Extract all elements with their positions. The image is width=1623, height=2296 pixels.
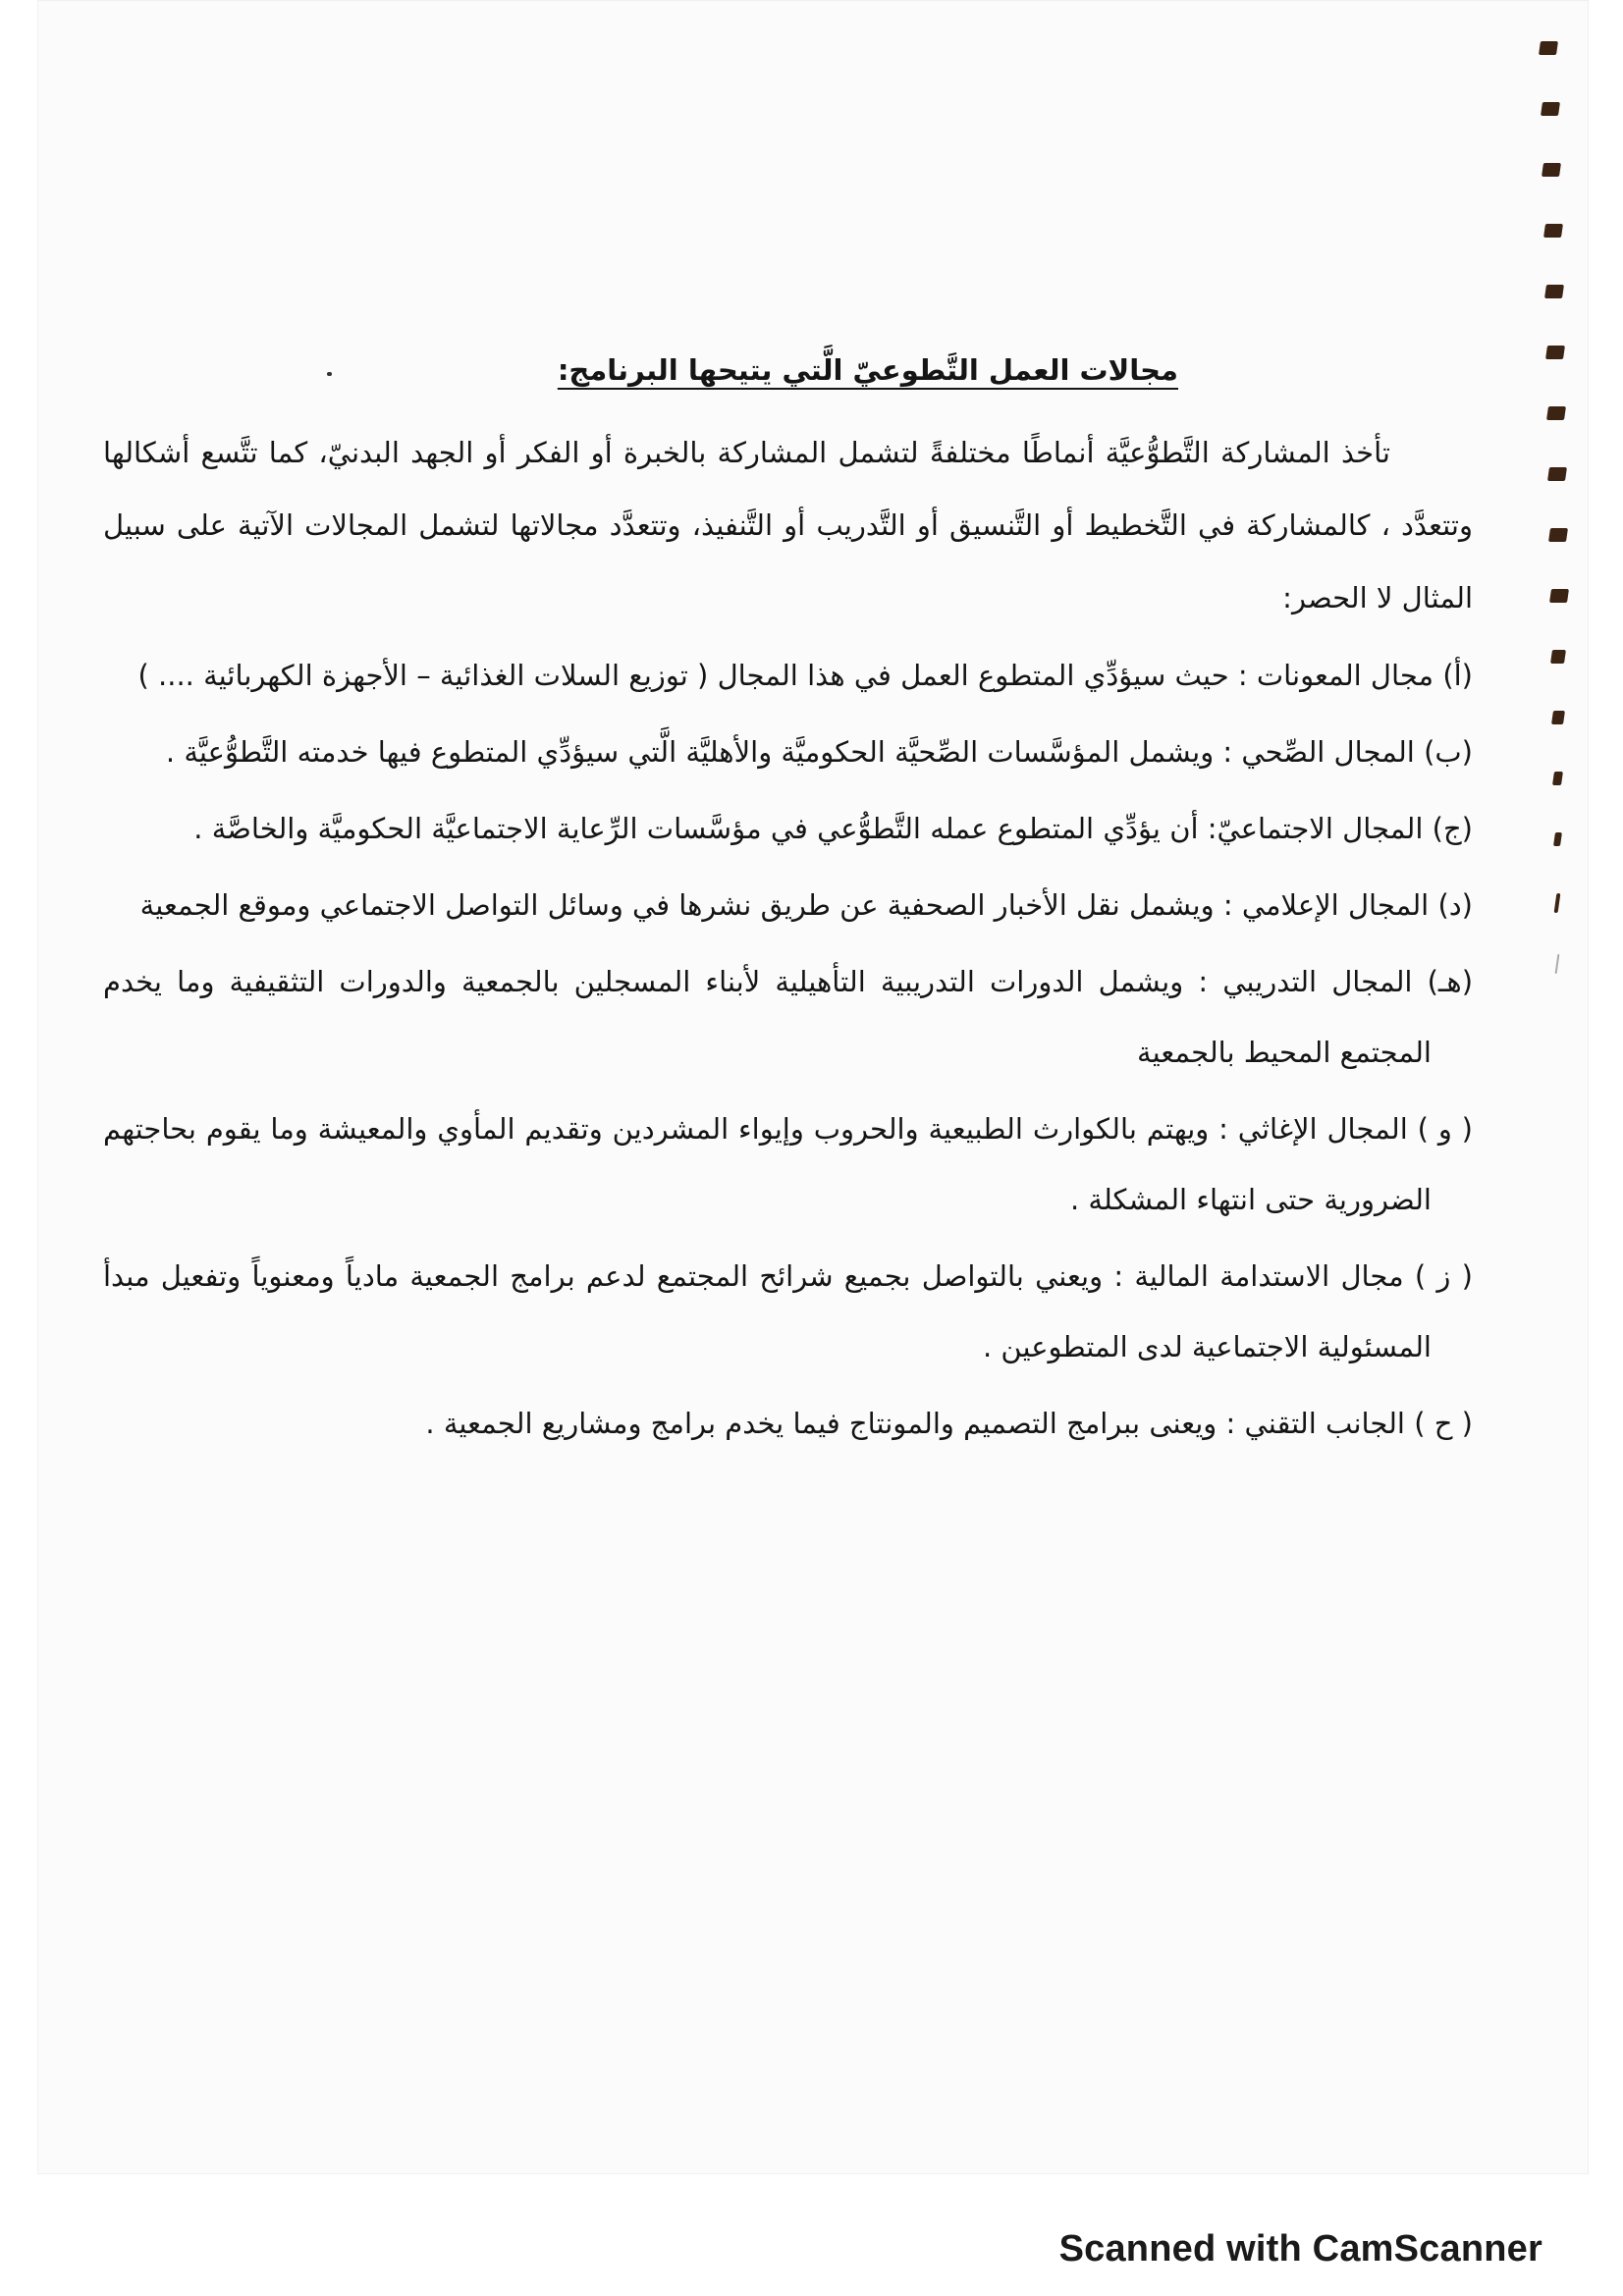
binding-hole xyxy=(1548,528,1568,542)
binding-hole xyxy=(1553,832,1562,846)
intro-paragraph: تأخذ المشاركة التَّطوُّعيَّة أنماطًا مختلفةً لتشمل المشاركة بالخبرة أو الفكر أو الجهد البدنيّ، كما تتَّسع أشكالها وتتعدَّد ، كالمشاركة في التَّخطيط أو التَّنسيق أو التَّدريب أو التَّنفيذ، وتتعدَّد مجالاتها لتشمل المجالات الآتية على سبيل المثال لا الحصر: xyxy=(103,436,1473,614)
item-text: المجال التدريبي : ويشمل الدورات التدريبية التأهيلية لأبناء المسجلين بالجمعية والدورات التثقيفية وما يخدم المجتمع المحيط بالجمعية xyxy=(103,965,1432,1069)
binding-holes xyxy=(1540,29,1589,1011)
binding-hole xyxy=(1547,467,1567,481)
page-title: مجالات العمل التَّطوعيّ الَّتي يتيحها البرنامج: xyxy=(557,353,1178,387)
binding-hole xyxy=(1539,41,1558,55)
list-item xyxy=(103,717,1473,787)
list-item xyxy=(103,793,1473,864)
item-text: المجال الإغاثي : ويهتم بالكوارث الطبيعية والحروب وإيواء المشردين وتقديم المأوي والمعيشة وما يقوم بحاجتهم الضرورية حتى انتهاء المشكلة . xyxy=(103,1112,1432,1216)
binding-hole xyxy=(1545,346,1565,359)
list-item xyxy=(103,870,1473,940)
item-text: مجال المعونات : حيث سيؤدِّي المتطوع العمل في هذا المجال ( توزيع السلات الغذائية – الأجهزة الكهربائية .... ) xyxy=(137,659,1434,692)
item-marker: (هـ) xyxy=(1427,965,1474,998)
item-marker: (ج) xyxy=(1432,812,1473,845)
item-marker: (أ) xyxy=(1442,659,1473,692)
binding-hole xyxy=(1542,163,1561,177)
item-marker: (ب) xyxy=(1424,735,1473,769)
binding-hole xyxy=(1550,650,1566,664)
binding-hole xyxy=(1554,893,1561,913)
document-body xyxy=(103,353,1473,1459)
item-marker: (د) xyxy=(1437,888,1473,922)
binding-hole xyxy=(1543,224,1563,238)
binding-hole xyxy=(1555,954,1560,974)
list-item xyxy=(103,1241,1473,1382)
list-item xyxy=(103,1388,1473,1459)
list-item xyxy=(103,946,1473,1088)
binding-hole xyxy=(1549,589,1569,603)
item-text: مجال الاستدامة المالية : ويعني بالتواصل بجميع شرائح المجتمع لدعم برامج الجمعية مادياً ومعنوياً وتفعيل مبدأ المسئولية الاجتماعية لدى المتطوعين . xyxy=(103,1259,1432,1363)
binding-hole xyxy=(1546,406,1566,420)
binding-hole xyxy=(1551,711,1565,724)
list-item xyxy=(103,1094,1473,1235)
item-text: المجال الإعلامي : ويشمل نقل الأخبار الصحفية عن طريق نشرها في وسائل التواصل الاجتماعي وموقع الجمعية xyxy=(139,888,1430,922)
item-text: الجانب التقني : ويعنى ببرامج التصميم والمونتاج فيما يخدم برامج ومشاريع الجمعية . xyxy=(425,1407,1405,1440)
list-item xyxy=(103,640,1473,711)
item-text: المجال الصِّحي : ويشمل المؤسَّسات الصِّحيَّة الحكوميَّة والأهليَّة الَّتي سيؤدِّي المتطوع فيها خدمته التَّطوُّعيَّة . xyxy=(165,735,1415,769)
binding-hole xyxy=(1544,285,1564,298)
item-text: المجال الاجتماعيّ: أن يؤدِّي المتطوع عمله التَّطوُّعي في مؤسَّسات الرِّعاية الاجتماعيَّة الحكوميَّة والخاصَّة . xyxy=(193,812,1424,845)
item-marker: ( ح ) xyxy=(1414,1407,1473,1440)
scanner-watermark: Scanned with CamScanner xyxy=(1058,2228,1542,2269)
item-marker: ( ز ) xyxy=(1414,1259,1473,1293)
binding-hole xyxy=(1552,772,1563,785)
binding-hole xyxy=(1541,102,1560,116)
item-marker: ( و ) xyxy=(1417,1112,1473,1146)
